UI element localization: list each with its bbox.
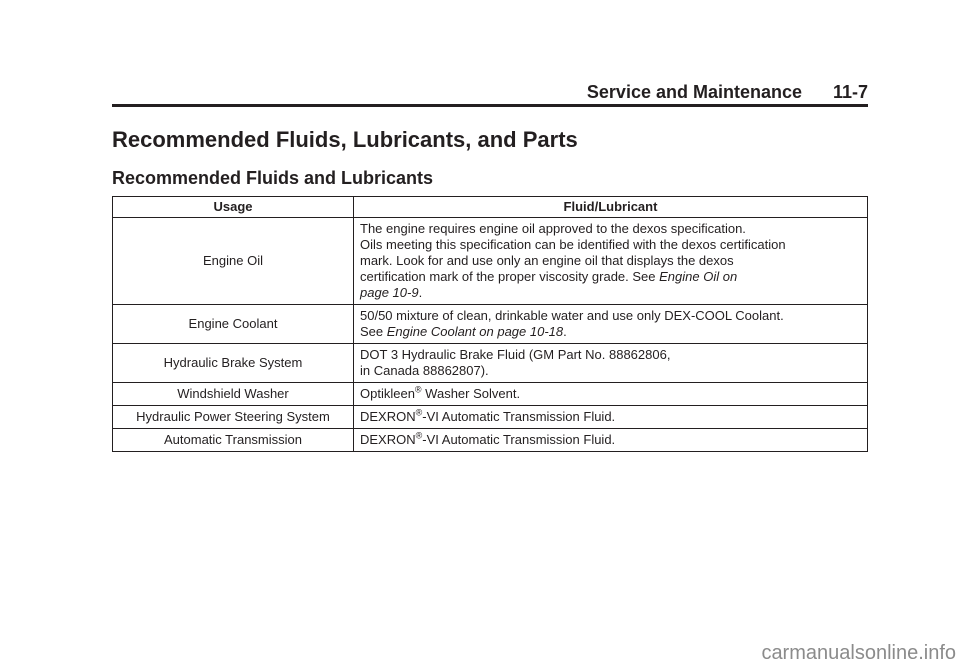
fluid-line: Washer Solvent. xyxy=(421,386,521,401)
registered-mark: ® xyxy=(415,430,423,441)
usage-cell: Hydraulic Power Steering System xyxy=(113,406,354,429)
fluid-trail: . xyxy=(563,324,567,339)
fluid-line: in Canada 88862807). xyxy=(360,363,489,378)
running-header xyxy=(112,80,868,107)
table-row xyxy=(113,305,868,344)
fluid-cell xyxy=(354,218,868,305)
brand-name: Optikleen xyxy=(360,386,415,401)
table-row xyxy=(113,383,868,406)
watermark: carmanualsonline.info xyxy=(761,642,956,664)
fluids-table xyxy=(112,196,868,452)
table-row xyxy=(113,344,868,383)
fluid-cell xyxy=(354,344,868,383)
registered-mark: ® xyxy=(415,407,423,418)
brand-name: DEXRON xyxy=(360,409,416,424)
fluid-line: Oils meeting this specification can be identified with the dexos certification xyxy=(360,237,786,252)
fluid-line: mark. Look for and use only an engine oil that displays the dexos xyxy=(360,253,734,268)
registered-mark: ® xyxy=(414,384,422,395)
column-header-usage: Usage xyxy=(113,197,354,218)
fluid-line: 50/50 mixture of clean, drinkable water and use only DEX-COOL Coolant. xyxy=(360,308,784,323)
usage-cell: Engine Coolant xyxy=(113,305,354,344)
cross-reference: Engine Coolant on page 10-18 xyxy=(386,324,564,339)
fluid-line: DOT 3 Hydraulic Brake Fluid (GM Part No. 88862806, xyxy=(360,347,671,362)
section-title: Recommended Fluids and Lubricants xyxy=(112,168,434,188)
table-row xyxy=(113,429,868,452)
brand-name: DEXRON xyxy=(360,432,416,447)
chapter-title: Recommended Fluids, Lubricants, and Parts xyxy=(112,127,578,152)
usage-cell: Automatic Transmission xyxy=(113,429,354,452)
fluid-cell xyxy=(354,406,868,429)
cross-reference: page 10-9 xyxy=(360,285,419,300)
fluid-line: The engine requires engine oil approved to the dexos specification. xyxy=(360,221,746,236)
usage-cell: Engine Oil xyxy=(113,218,354,305)
fluid-cell xyxy=(354,429,868,452)
fluid-line: See xyxy=(360,324,387,339)
fluid-cell xyxy=(354,383,868,406)
page-number: 11-7 xyxy=(832,82,868,102)
fluid-cell xyxy=(354,305,868,344)
cross-reference: Engine Oil on xyxy=(659,269,738,284)
table-header-row xyxy=(113,197,868,218)
fluid-line: -VI Automatic Transmission Fluid. xyxy=(422,409,616,424)
fluid-line: -VI Automatic Transmission Fluid. xyxy=(422,432,616,447)
fluid-trail: . xyxy=(418,285,423,300)
running-header-section: Service and Maintenance xyxy=(586,82,802,102)
column-header-fluid: Fluid/Lubricant xyxy=(354,197,868,218)
usage-cell: Windshield Washer xyxy=(113,383,354,406)
usage-cell: Hydraulic Brake System xyxy=(113,344,354,383)
fluid-line: certification mark of the proper viscosity grade. See xyxy=(360,269,660,284)
table-row xyxy=(113,218,868,305)
table-row xyxy=(113,406,868,429)
